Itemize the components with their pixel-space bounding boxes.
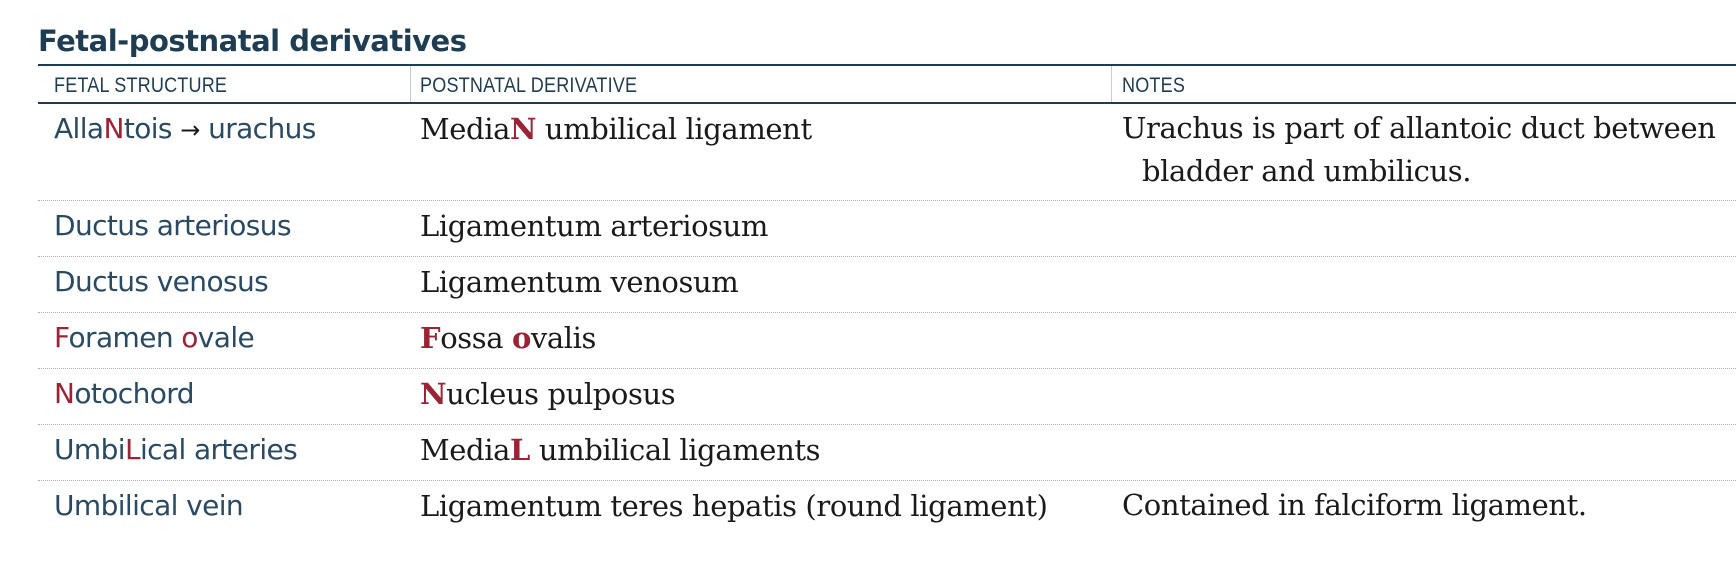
postnatal-derivative-cell: MediaN umbilical ligament — [420, 112, 812, 146]
fetal-structure-cell: Foramen ovale — [54, 321, 255, 354]
table-title: Fetal-postnatal derivatives — [38, 24, 467, 58]
mnemonic-letter: L — [124, 433, 140, 466]
header-notes: NOTES — [1122, 74, 1186, 97]
postnatal-derivative-cell: Ligamentum arteriosum — [420, 209, 768, 243]
fetal-derivatives-table — [38, 18, 1736, 537]
fetal-structure-cell: Ductus venosus — [54, 265, 269, 298]
postnatal-derivative-cell: MediaL umbilical ligaments — [420, 433, 821, 467]
mnemonic-letter: F — [420, 321, 441, 355]
mnemonic-letter: N — [103, 112, 124, 145]
mnemonic-letter: N — [510, 112, 537, 146]
table-row — [38, 425, 1736, 481]
table-row — [38, 313, 1736, 369]
fetal-structure-cell: UmbiLical arteries — [54, 433, 298, 466]
fetal-structure-cell: Ductus arteriosus — [54, 209, 291, 242]
table-row — [38, 201, 1736, 257]
postnatal-derivative-cell: Ligamentum venosum — [420, 265, 739, 299]
header-divider — [1111, 66, 1112, 102]
postnatal-derivative-cell: Fossa ovalis — [420, 321, 596, 355]
table-row — [38, 369, 1736, 425]
header-postnatal-derivative: POSTNATAL DERIVATIVE — [420, 74, 638, 97]
header-divider — [410, 66, 411, 102]
mnemonic-letter: N — [54, 377, 75, 410]
notes-cell: Urachus is part of allantoic duct between bladder and umbilicus. — [1122, 111, 1716, 188]
arrow-icon: → — [180, 116, 200, 144]
fetal-structure-cell: AllaNtois → urachus — [54, 112, 316, 145]
mnemonic-letter: L — [510, 433, 530, 467]
table-header — [38, 64, 1736, 104]
postnatal-derivative-cell: Nucleus pulposus — [420, 377, 676, 411]
fetal-structure-cell: Umbilical vein — [54, 489, 244, 522]
fetal-structure-cell: Notochord — [54, 377, 194, 410]
mnemonic-letter: o — [511, 321, 531, 355]
mnemonic-letter: F — [54, 321, 69, 354]
table-row — [38, 104, 1736, 201]
mnemonic-letter: N — [420, 377, 447, 411]
notes-cell: Contained in falciform ligament. — [1122, 488, 1587, 522]
mnemonic-letter: o — [181, 321, 198, 354]
postnatal-derivative-cell: Ligamentum teres hepatis (round ligament) — [420, 489, 1048, 523]
table-row — [38, 481, 1736, 537]
header-fetal-structure: FETAL STRUCTURE — [54, 74, 228, 97]
table-row — [38, 257, 1736, 313]
